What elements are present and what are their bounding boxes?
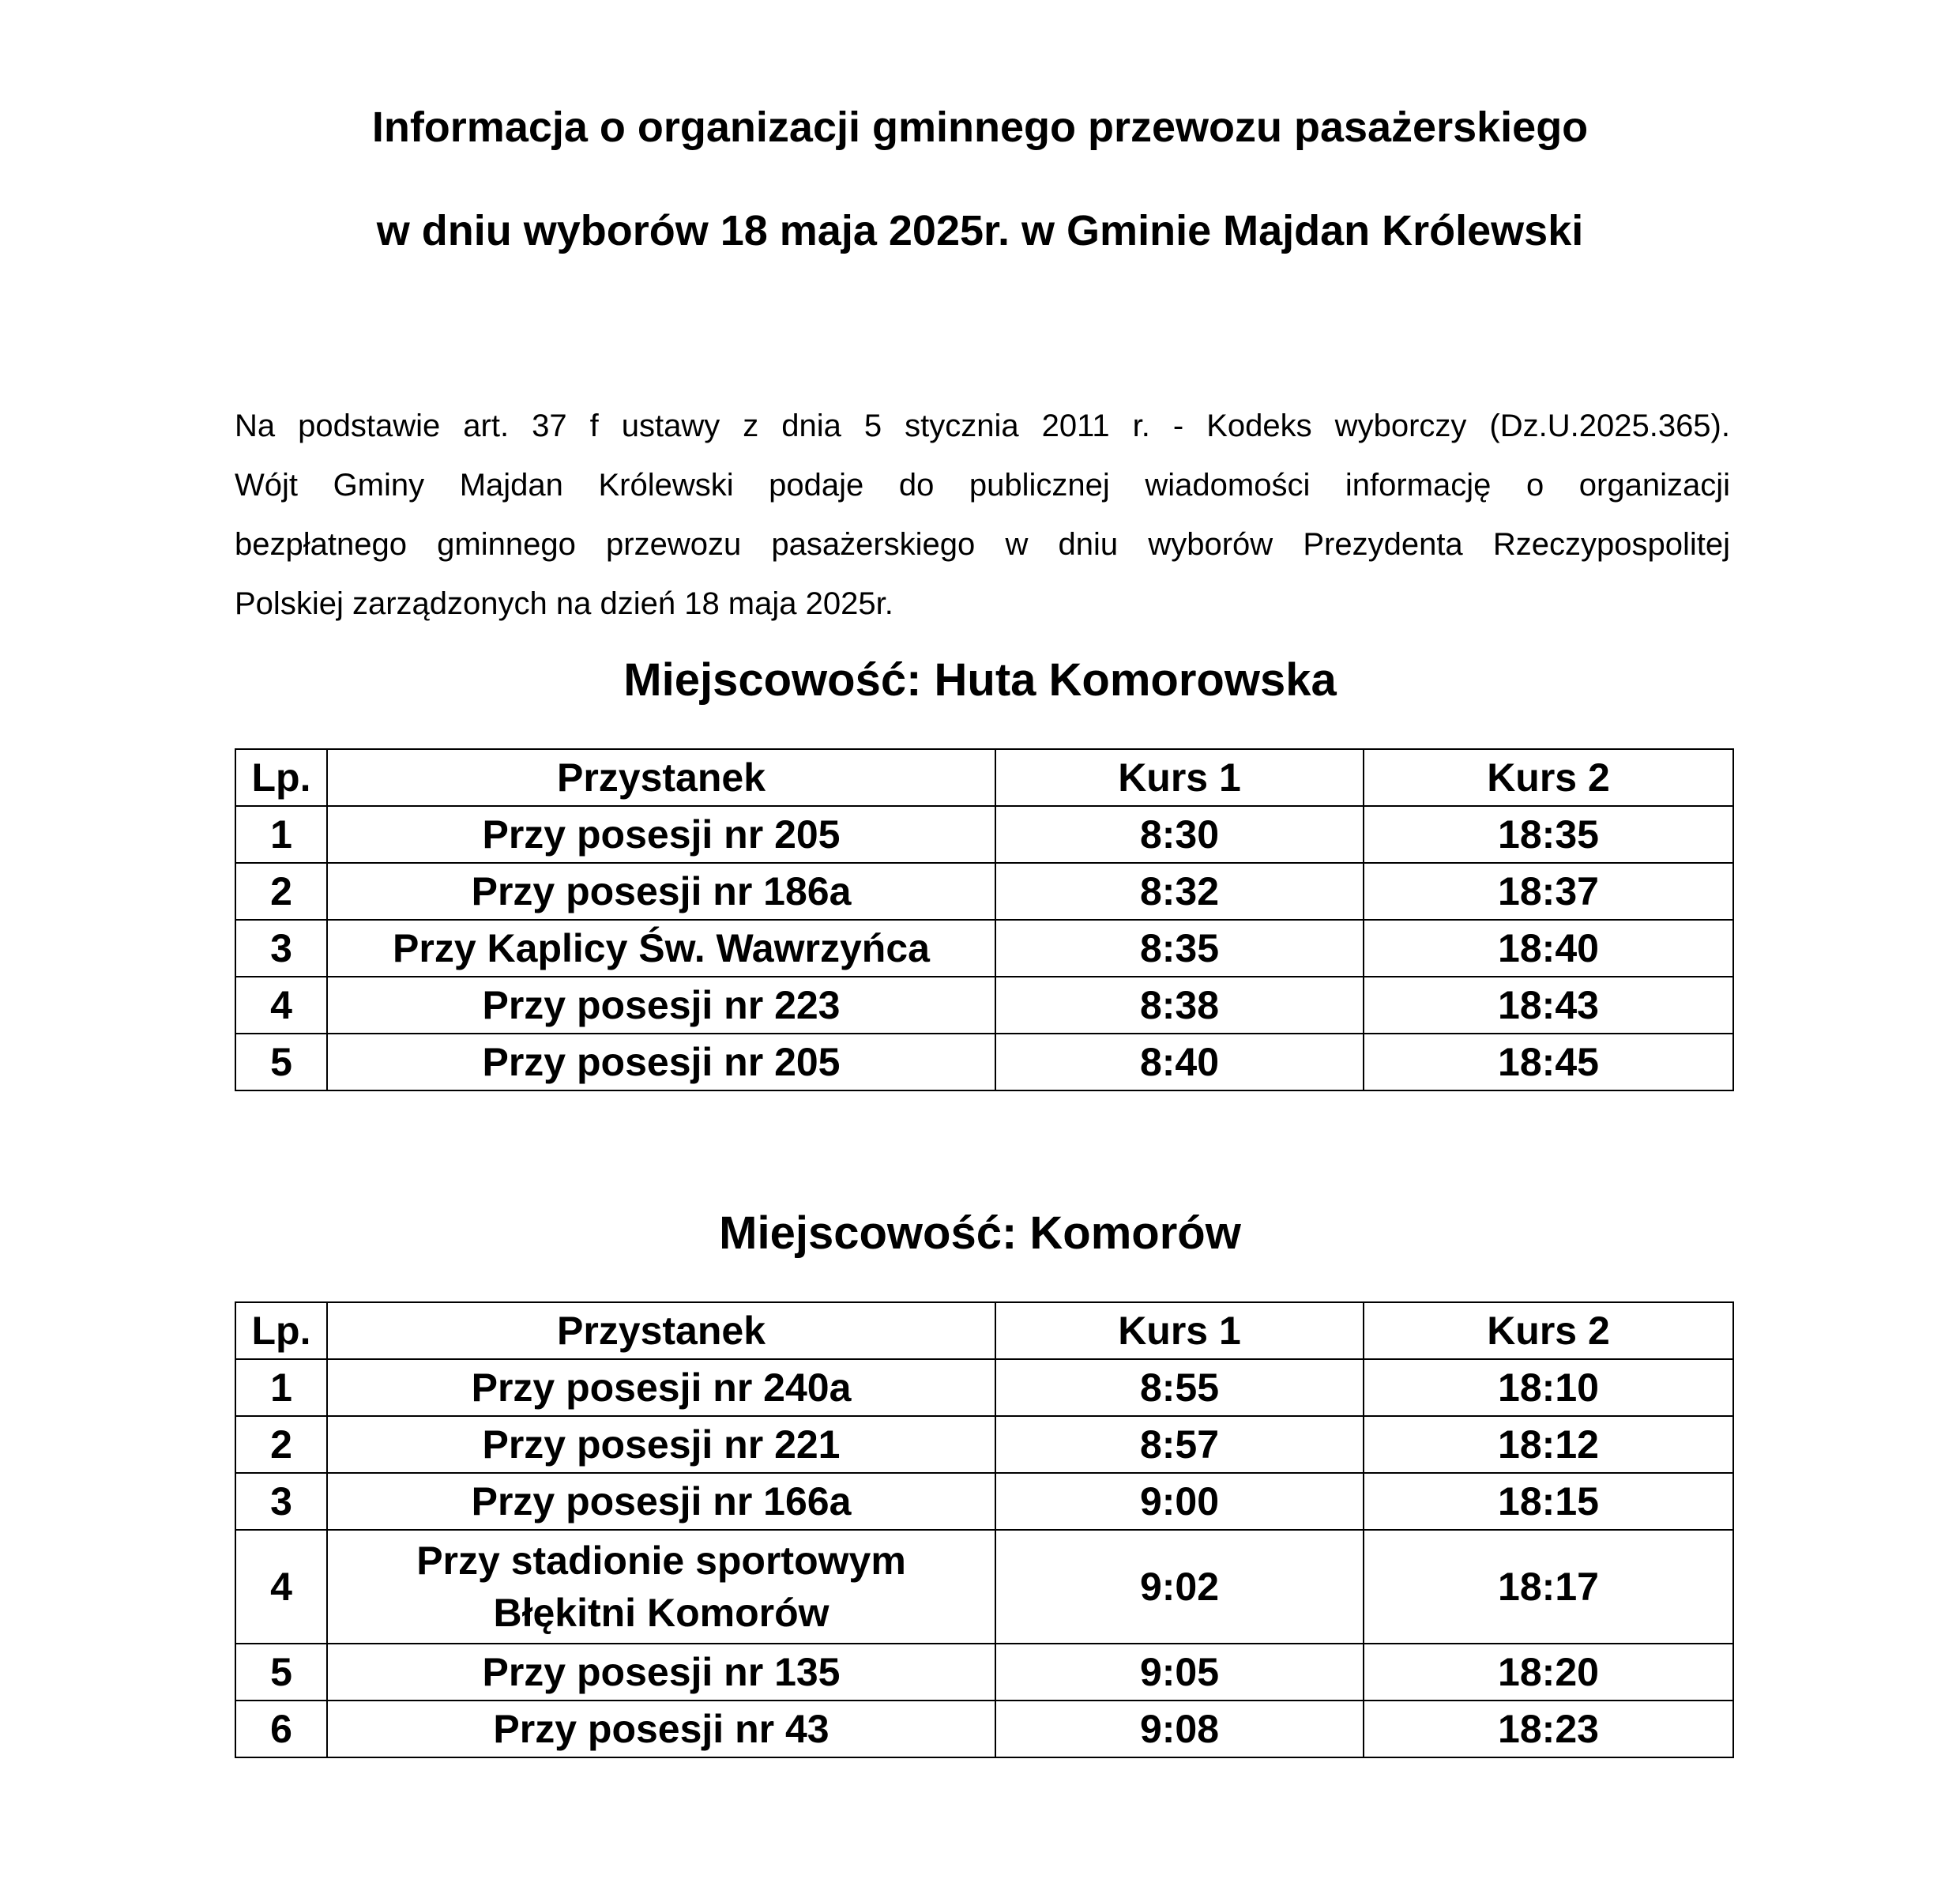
cell-kurs1: 8:32 xyxy=(995,863,1364,920)
intro-line: Wójt Gminy Majdan Królewski podaje do publicznej wiadomości informację o organizacji xyxy=(235,468,1730,503)
table-row xyxy=(235,1416,1733,1473)
header-kurs1: Kurs 1 xyxy=(995,1302,1364,1359)
cell-lp: 1 xyxy=(235,1359,327,1416)
header-lp: Lp. xyxy=(235,1302,327,1359)
cell-lp: 1 xyxy=(235,806,327,863)
table-row xyxy=(235,1701,1733,1757)
header-kurs2: Kurs 2 xyxy=(1364,1302,1733,1359)
section-title-komorow: Miejscowość: Komorów xyxy=(719,1207,1241,1259)
cell-kurs1: 8:40 xyxy=(995,1034,1364,1090)
cell-lp: 5 xyxy=(235,1034,327,1090)
cell-kurs2: 18:35 xyxy=(1364,806,1733,863)
table-row xyxy=(235,1034,1733,1090)
schedule-table-huta-komorowska xyxy=(235,748,1734,1091)
cell-lp: 3 xyxy=(235,920,327,977)
cell-lp: 3 xyxy=(235,1473,327,1530)
cell-stop: Przy posesji nr 205 xyxy=(327,1034,995,1090)
cell-kurs2: 18:17 xyxy=(1364,1530,1733,1644)
cell-kurs1: 9:05 xyxy=(995,1644,1364,1701)
cell-kurs2: 18:15 xyxy=(1364,1473,1733,1530)
header-stop: Przystanek xyxy=(327,1302,995,1359)
cell-stop: Przy posesji nr 221 xyxy=(327,1416,995,1473)
cell-stop: Przy posesji nr 166a xyxy=(327,1473,995,1530)
cell-kurs2: 18:43 xyxy=(1364,977,1733,1034)
cell-lp: 4 xyxy=(235,977,327,1034)
table-row xyxy=(235,1530,1733,1644)
cell-lp: 2 xyxy=(235,863,327,920)
cell-lp: 6 xyxy=(235,1701,327,1757)
cell-stop: Przy posesji nr 205 xyxy=(327,806,995,863)
header-kurs1: Kurs 1 xyxy=(995,749,1364,806)
schedule-table-komorow xyxy=(235,1301,1734,1758)
table-row xyxy=(235,1644,1733,1701)
cell-stop-line-1: Przy stadionie sportowym xyxy=(416,1539,906,1583)
cell-kurs2: 18:37 xyxy=(1364,863,1733,920)
header-stop: Przystanek xyxy=(327,749,995,806)
cell-stop: Przy posesji nr 186a xyxy=(327,863,995,920)
header-lp: Lp. xyxy=(235,749,327,806)
cell-stop: Przy posesji nr 240a xyxy=(327,1359,995,1416)
header-kurs2: Kurs 2 xyxy=(1364,749,1733,806)
cell-kurs2: 18:20 xyxy=(1364,1644,1733,1701)
intro-line: Polskiej zarządzonych na dzień 18 maja 2025r. xyxy=(235,586,893,621)
cell-kurs2: 18:10 xyxy=(1364,1359,1733,1416)
document-title-line-2: w dniu wyborów 18 maja 2025r. w Gminie Majdan Królewski xyxy=(376,207,1584,254)
cell-lp: 4 xyxy=(235,1530,327,1644)
cell-stop-line-2: Błękitni Komorów xyxy=(493,1591,830,1635)
cell-kurs1: 9:08 xyxy=(995,1701,1364,1757)
cell-kurs1: 8:30 xyxy=(995,806,1364,863)
cell-lp: 5 xyxy=(235,1644,327,1701)
cell-stop: Przy posesji nr 223 xyxy=(327,977,995,1034)
cell-kurs1: 9:00 xyxy=(995,1473,1364,1530)
cell-kurs1: 8:57 xyxy=(995,1416,1364,1473)
table-row xyxy=(235,806,1733,863)
table-row xyxy=(235,920,1733,977)
intro-line: bezpłatnego gminnego przewozu pasażerskiego w dniu wyborów Prezydenta Rzeczypospolitej xyxy=(235,527,1730,562)
cell-kurs1: 8:38 xyxy=(995,977,1364,1034)
cell-kurs2: 18:45 xyxy=(1364,1034,1733,1090)
table-row xyxy=(235,863,1733,920)
table-header-row xyxy=(235,1302,1733,1359)
cell-kurs2: 18:40 xyxy=(1364,920,1733,977)
cell-stop: Przy posesji nr 135 xyxy=(327,1644,995,1701)
intro-line: Na podstawie art. 37 f ustawy z dnia 5 stycznia 2011 r. - Kodeks wyborczy (Dz.U.2025.365). xyxy=(235,409,1730,443)
table-row xyxy=(235,1473,1733,1530)
table-header-row xyxy=(235,749,1733,806)
cell-kurs2: 18:12 xyxy=(1364,1416,1733,1473)
cell-lp: 2 xyxy=(235,1416,327,1473)
intro-paragraph xyxy=(235,397,1730,634)
cell-kurs1: 8:35 xyxy=(995,920,1364,977)
cell-kurs1: 8:55 xyxy=(995,1359,1364,1416)
table-row xyxy=(235,977,1733,1034)
cell-kurs2: 18:23 xyxy=(1364,1701,1733,1757)
cell-stop xyxy=(327,1530,995,1644)
cell-stop: Przy posesji nr 43 xyxy=(327,1701,995,1757)
document-title-line-1: Informacja o organizacji gminnego przewozu pasażerskiego xyxy=(371,104,1589,151)
cell-kurs1: 9:02 xyxy=(995,1530,1364,1644)
section-title-huta-komorowska: Miejscowość: Huta Komorowska xyxy=(623,654,1337,706)
cell-stop: Przy Kaplicy Św. Wawrzyńca xyxy=(327,920,995,977)
table-row xyxy=(235,1359,1733,1416)
